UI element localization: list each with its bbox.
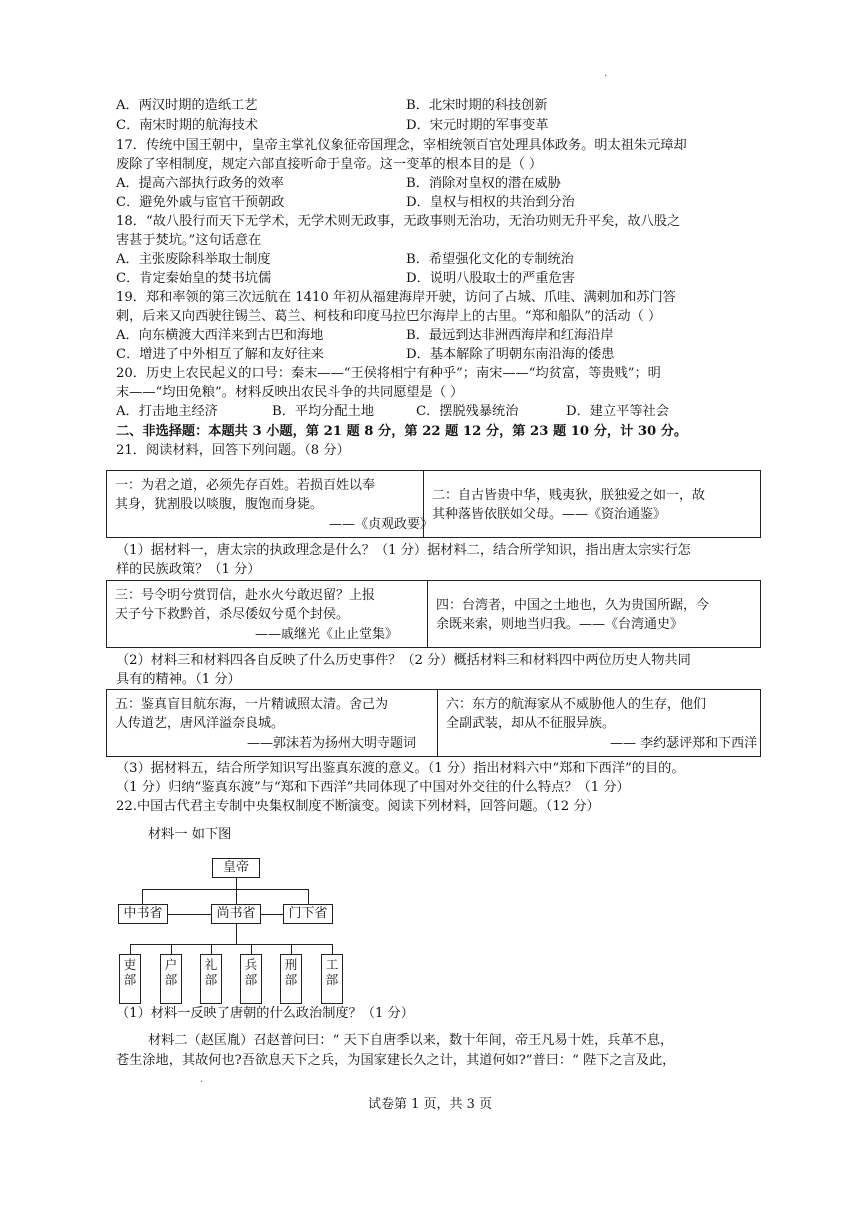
chart-connector [236, 924, 237, 944]
q18-option-b: B．希望强化文化的专制统治 [406, 252, 574, 267]
q18-option-c: C．肯定秦始皇的焚书坑儒 [116, 271, 272, 286]
q21-sub2-line-1: （2）材料三和材料四各自反映了什么历史事件？（2 分）概括材料三和材料四中两位历史人物共同 [116, 653, 691, 668]
chart-dept-xing: 刑 部 [280, 954, 302, 1004]
scan-dot: . [200, 1074, 204, 1085]
chart-connector [291, 944, 292, 954]
q17-stem-1: 17．传统中国王朝中，皇帝主掌礼仪象征帝国理念，宰相统领百官处理具体政务。明太祖朱元璋却 [116, 138, 687, 153]
material-5-box [106, 689, 438, 757]
material-2-line-1: 材料二（赵匡胤）召赵普问曰：“ 天下自唐季以来，数十年间，帝王凡易十姓，兵革不息， [148, 1033, 674, 1048]
q18-stem-1: 18．“故八股行而天下无学术，无学术则无政事，无政事则无治功，无治功则无升平矣，故八股之 [116, 214, 681, 229]
material-3-source: ——戚继光《止止堂集》 [255, 627, 399, 642]
q21-sub1-line-1: （1）据材料一，唐太宗的执政理念是什么？（1 分）据材料二，结合所学知识，指出唐太宗实行怎 [116, 543, 691, 558]
q18-option-d: D．说明八股取士的严重危害 [406, 271, 575, 286]
material-2-line-2: 苍生涂地，其故何也?吾欲息天下之兵，为国家建长久之计，其道何如?”普曰：“ 陛下之言及此， [116, 1053, 676, 1068]
chart-connector [168, 914, 211, 915]
material-1-line-2: 其身，犹割股以啖腹，腹饱而身毙。 [115, 497, 324, 512]
chart-connector [142, 889, 308, 890]
q19-option-d: D．基本解除了明朝东南沿海的倭患 [406, 347, 615, 362]
material-2-line-2: 其种落皆依朕如父母。——《资治通鉴》 [432, 507, 667, 522]
chart-connector [308, 889, 309, 904]
q21-sub2-line-2: 具有的精神。（1 分） [116, 672, 241, 687]
chart-shangshu: 尚书省 [211, 904, 261, 924]
q22-sub1: （1）材料一反映了唐朝的什么政治制度？（1 分） [116, 1006, 414, 1021]
q20-option-c: C．摆脱残暴统治 [416, 404, 519, 419]
q18-option-a: A．主张废除科举取士制度 [116, 252, 271, 267]
q17-option-b: B．消除对皇权的潜在威胁 [406, 176, 561, 191]
chart-dept-gong: 工 部 [321, 954, 343, 1004]
material-4-line-1: 四：台湾者，中国之土地也，久为贵国所踞，今 [436, 598, 710, 613]
chart-dept-li-personnel: 吏 部 [119, 954, 141, 1004]
chart-dept-li-rites: 礼 部 [200, 954, 222, 1004]
chart-connector [142, 889, 143, 904]
material-6-line-1: 六：东方的航海家从不威胁他人的生存，他们 [446, 697, 707, 712]
material-3-box [106, 580, 428, 648]
page-footer: 试卷第 1 页，共 3 页 [367, 1097, 493, 1112]
q17-option-d: D．皇权与相权的共治到分治 [406, 195, 575, 210]
q20-option-d: D．建立平等社会 [566, 404, 669, 419]
material-1-label: 材料一 如下图 [148, 827, 232, 842]
q20-stem-2: 末——“均田免粮”。材料反映出农民斗争的共同愿望是（ ） [116, 385, 464, 400]
material-1-box [106, 470, 434, 538]
chart-connector [130, 944, 131, 954]
material-1-source: ——《贞观政要》 [329, 517, 434, 532]
q21-sub3-line-2: （1 分）归纳“鉴真东渡”与“郑和下西洋”共同体现了中国对外交往的什么特点？（1 分） [116, 780, 630, 795]
q17-option-c: C．避免外戚与宦官干预朝政 [116, 195, 285, 210]
q20-stem-1: 20．历史上农民起义的口号：秦末——“王侯将相宁有种乎”；南宋——“均贫富，等贵贱”；明 [116, 366, 661, 381]
q19-option-a: A．向东横渡大西洋来到古巴和海地 [116, 328, 324, 343]
material-5-line-2: 人传道艺，唐风洋溢奈良城。 [115, 716, 285, 731]
q17-option-a: A．提高六部执行政务的效率 [116, 176, 284, 191]
q21-stem: 21．阅读材料，回答下列问题。（8 分） [116, 443, 350, 458]
q19-option-c: C．增进了中外相互了解和友好往来 [116, 347, 324, 362]
section-heading: 二、非选择题：本题共 3 小题，第 21 题 8 分，第 22 题 12 分，第 23 题 10 分，计 30 分。 [116, 424, 688, 439]
material-5-source: ——郭沫若为扬州大明寺题词 [247, 736, 417, 751]
chart-connector [236, 878, 237, 889]
material-4-line-2: 余既来索，则地当归我。——《台湾通史》 [436, 617, 684, 632]
scan-dot: . [604, 68, 608, 79]
q17-stem-2: 废除了宰相制度，规定六部直接听命于皇帝。这一变革的根本目的是（ ） [116, 157, 543, 172]
q21-sub1-line-2: 样的民族政策？（1 分） [116, 562, 261, 577]
chart-dept-hu: 户 部 [160, 954, 182, 1004]
q19-option-b: B．最远到达非洲西海岸和红海沿岸 [406, 328, 614, 343]
material-6-line-2: 全副武装，却从不征服异族。 [446, 716, 616, 731]
material-1-line-1: 一：为君之道，必须先存百姓。若损百姓以奉 [115, 478, 376, 493]
material-2-box [423, 470, 761, 538]
chart-connector [236, 889, 237, 904]
chart-emperor: 皇帝 [212, 858, 260, 878]
q21-sub3-line-1: （3）据材料五，结合所学知识写出鉴真东渡的意义。（1 分）指出材料六中“郑和下西洋”的目的。 [116, 761, 685, 776]
chart-dept-bing: 兵 部 [240, 954, 262, 1004]
q19-stem-2: 剌，后来又向西驶往锡兰、葛兰、柯枝和印度马拉巴尔海岸上的古里。“郑和船队”的活动（ ） [116, 309, 662, 324]
material-6-source: —— 李约瑟评郑和下西洋 [610, 736, 758, 751]
material-4-box [427, 580, 761, 648]
q18-stem-2: 害甚于焚坑。”这句话意在 [116, 233, 262, 248]
option-c: C．南宋时期的航海技术 [116, 118, 258, 133]
material-3-line-1: 三：号令明兮赏罚信，赴水火兮敢迟留？上报 [115, 588, 376, 603]
material-3-line-2: 天子兮下救黔首，杀尽倭奴兮觅个封侯。 [115, 607, 350, 622]
chart-connector [261, 914, 283, 915]
chart-connector [251, 944, 252, 954]
option-d: D．宋元时期的军事变革 [406, 118, 549, 133]
chart-connector [130, 944, 332, 945]
material-6-box [437, 689, 761, 757]
q19-stem-1: 19．郑和率领的第三次远航在 1410 年初从福建海岸开驶，访问了占城、爪哇、满剌加和苏门答 [116, 290, 676, 305]
material-2-line-1: 二：自古皆贵中华，贱夷狄，朕独爱之如一，故 [432, 488, 706, 503]
chart-connector [211, 944, 212, 954]
option-b: B．北宋时期的科技创新 [406, 98, 548, 113]
option-a: A．两汉时期的造纸工艺 [116, 98, 258, 113]
material-5-line-1: 五：鉴真盲目航东海，一片精诚照太清。舍己为 [115, 697, 389, 712]
q20-option-b: B．平均分配土地 [272, 404, 375, 419]
chart-zhongshu: 中书省 [118, 904, 168, 924]
q22-stem: 22.中国古代君主专制中央集权制度不断演变。阅读下列材料，回答问题。（12 分） [116, 799, 600, 814]
chart-menxia: 门下省 [283, 904, 333, 924]
chart-connector [332, 944, 333, 954]
chart-connector [171, 944, 172, 954]
q20-option-a: A．打击地主经济 [116, 404, 218, 419]
